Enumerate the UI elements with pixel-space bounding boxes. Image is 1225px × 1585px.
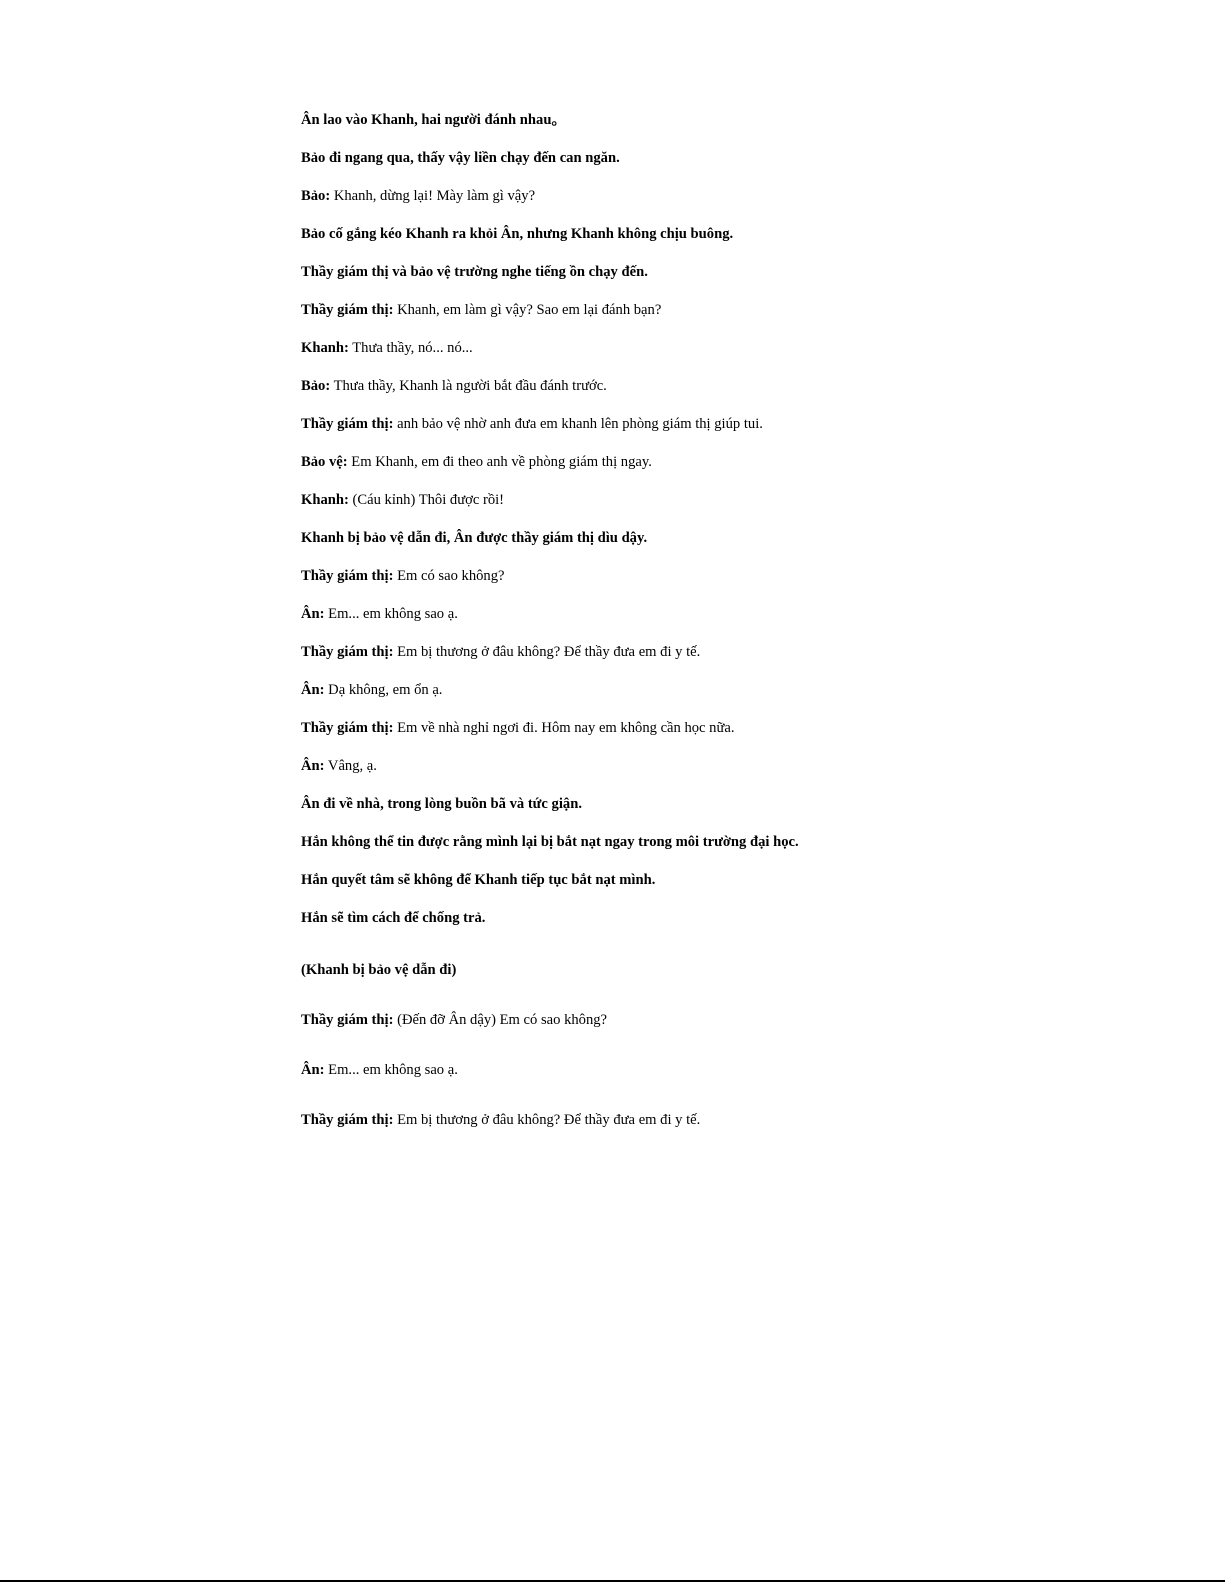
dialogue-text: Em... em không sao ạ. — [324, 1062, 458, 1078]
narration-line: (Khanh bị bảo vệ dẫn đi) — [301, 962, 457, 978]
speaker-name: Thầy giám thị: — [301, 720, 394, 736]
dialogue-text: Thưa thầy, Khanh là người bắt đầu đánh trước. — [330, 378, 607, 394]
page-bottom-border — [0, 1580, 1225, 1582]
dialogue-text: Em Khanh, em đi theo anh về phòng giám thị ngay. — [347, 454, 652, 470]
dialogue-text: Em về nhà nghỉ ngơi đi. Hôm nay em không cần học nữa. — [393, 720, 735, 736]
speaker-name: Thầy giám thị: — [301, 568, 394, 584]
dialogue-line — [301, 1110, 1181, 1130]
narration-line: Thầy giám thị và bảo vệ trường nghe tiếng ồn chạy đến. — [301, 264, 648, 280]
dialogue-line — [301, 1010, 1181, 1030]
dialogue-line — [301, 300, 1181, 320]
dialogue-line — [301, 756, 1181, 776]
narration-line: Bảo cố gắng kéo Khanh ra khỏi Ân, nhưng Khanh không chịu buông. — [301, 226, 734, 242]
dialogue-line — [301, 1060, 1181, 1080]
speaker-name: Bảo: — [301, 188, 331, 204]
speaker-name: Khanh: — [301, 492, 349, 508]
dialogue-line — [301, 452, 1181, 472]
dialogue-text: Em bị thương ở đâu không? Để thầy đưa em đi y tế. — [393, 1112, 701, 1128]
speaker-name: Bảo: — [301, 378, 331, 394]
dialogue-line — [301, 604, 1181, 624]
narration-line: Hắn quyết tâm sẽ không để Khanh tiếp tục bắt nạt mình. — [301, 872, 656, 888]
speaker-name: Khanh: — [301, 340, 349, 356]
narration-line: Hắn không thể tin được rằng mình lại bị bắt nạt ngay trong môi trường đại học. — [301, 834, 799, 850]
speaker-name: Thầy giám thị: — [301, 416, 394, 432]
dialogue-line — [301, 414, 1181, 434]
narration-line: Khanh bị bảo vệ dẫn đi, Ân được thầy giám thị dìu dậy. — [301, 530, 648, 546]
dialogue-line — [301, 566, 1181, 586]
dialogue-text: Khanh, dừng lại! Mày làm gì vậy? — [330, 188, 536, 204]
narration-line: Ân lao vào Khanh, hai người đánh nhau。 — [301, 112, 567, 128]
dialogue-line — [301, 186, 1181, 206]
speaker-name: Thầy giám thị: — [301, 1112, 394, 1128]
speaker-name: Thầy giám thị: — [301, 302, 394, 318]
dialogue-line — [301, 680, 1181, 700]
dialogue-line — [301, 338, 1181, 358]
narration-line: Hắn sẽ tìm cách để chống trả. — [301, 910, 486, 926]
speaker-name: Ân: — [301, 682, 325, 698]
speaker-name: Ân: — [301, 1062, 325, 1078]
speaker-name: Bảo vệ: — [301, 454, 348, 470]
speaker-name: Ân: — [301, 606, 325, 622]
dialogue-text: Khanh, em làm gì vậy? Sao em lại đánh bạn? — [393, 302, 662, 318]
narration-line: Bảo đi ngang qua, thấy vậy liền chạy đến can ngăn. — [301, 150, 620, 166]
dialogue-text: Vâng, ạ. — [324, 758, 377, 774]
dialogue-text: Dạ không, em ổn ạ. — [324, 682, 443, 698]
dialogue-line — [301, 376, 1181, 396]
dialogue-line — [301, 718, 1181, 738]
narration-line: Ân đi về nhà, trong lòng buồn bã và tức giận. — [301, 796, 582, 812]
dialogue-text: anh bảo vệ nhờ anh đưa em khanh lên phòng giám thị giúp tui. — [393, 416, 763, 432]
dialogue-line — [301, 490, 1181, 510]
dialogue-text: Em... em không sao ạ. — [324, 606, 458, 622]
speaker-name: Ân: — [301, 758, 325, 774]
dialogue-line — [301, 642, 1181, 662]
dialogue-text: Em có sao không? — [393, 568, 505, 584]
dialogue-text: (Đến đỡ Ân dậy) Em có sao không? — [393, 1012, 608, 1028]
dialogue-text: Thưa thầy, nó... nó... — [348, 340, 473, 356]
speaker-name: Thầy giám thị: — [301, 1012, 394, 1028]
dialogue-text: Em bị thương ở đâu không? Để thầy đưa em đi y tế. — [393, 644, 701, 660]
speaker-name: Thầy giám thị: — [301, 644, 394, 660]
script-body — [301, 110, 1181, 1148]
dialogue-text: (Cáu kỉnh) Thôi được rồi! — [348, 492, 505, 508]
